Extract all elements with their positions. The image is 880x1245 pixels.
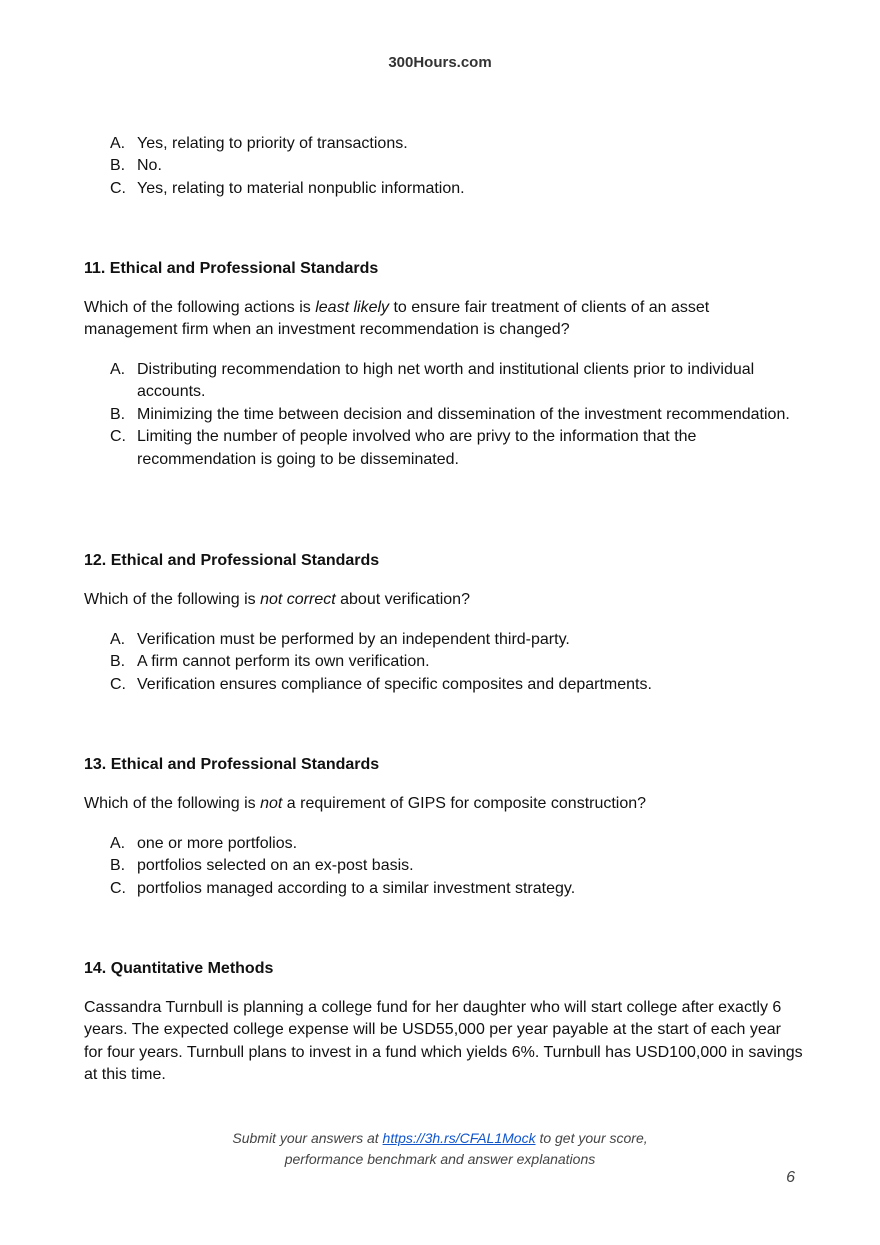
option-text: one or more portfolios. [137, 835, 298, 852]
option-a [110, 359, 810, 404]
option-letter: A. [110, 835, 126, 852]
option-text: Yes, relating to priority of transactions. [137, 135, 408, 152]
footer-text: Submit your answers at [232, 1130, 383, 1146]
stem-text: Which of the following is [84, 591, 261, 608]
option-letter: B. [110, 653, 126, 671]
option-text: No. [137, 157, 162, 175]
page-number: 6 [786, 1169, 795, 1186]
option-letter: A. [110, 631, 126, 648]
footer-text: to get your score, [535, 1130, 648, 1146]
stem-text: Which of the following is [84, 795, 261, 812]
option-text: Limiting the number of people involved who are privy to the information that the recommendation is going to be disseminated. [137, 428, 697, 468]
option-text: Minimizing the time between decision and dissemination of the investment recommendation. [137, 405, 790, 423]
option-b [110, 855, 810, 877]
option-text: Distributing recommendation to high net worth and institutional clients prior to individual accounts. [137, 361, 755, 401]
option-a [110, 629, 810, 651]
question-12-stem [84, 589, 804, 611]
option-letter: B. [110, 405, 126, 423]
option-text: Verification ensures compliance of specific composites and departments. [137, 675, 652, 693]
option-b [110, 155, 810, 177]
option-a [110, 833, 810, 855]
option-text: portfolios selected on an ex-post basis. [137, 857, 414, 875]
option-c [110, 674, 810, 696]
footer [0, 1128, 880, 1169]
stem-text: to ensure fair treatment of clients of an asset management firm when an investment recommendation is changed? [84, 299, 710, 339]
option-text: Yes, relating to material nonpublic information. [137, 179, 465, 197]
option-b [110, 651, 810, 673]
option-c [110, 178, 810, 200]
question-14-stem: Cassandra Turnbull is planning a college fund for her daughter who will start college after exactly 6 years. The expected college expense will be USD55,000 per year payable at the start of each year for four years. Turnbull plans to invest in a fund which yields 6%. Turnbull has USD100,000 in savings at this time. [84, 999, 803, 1084]
question-12-heading: 12. Ethical and Professional Standards [84, 552, 380, 569]
question-11-options [110, 359, 810, 471]
site-header: 300Hours.com [388, 54, 492, 71]
option-letter: C. [110, 428, 126, 446]
footer-line-2: performance benchmark and answer explanations [284, 1150, 596, 1167]
question-11-heading: 11. Ethical and Professional Standards [84, 260, 379, 277]
question-11-stem [84, 297, 804, 342]
option-c [110, 426, 810, 471]
option-text: A firm cannot perform its own verification. [137, 653, 430, 671]
footer-line-1 [0, 1128, 880, 1149]
option-text: Verification must be performed by an independent third-party. [137, 631, 570, 648]
submit-answers-link[interactable]: https://3h.rs/CFAL1Mock [382, 1130, 536, 1146]
option-c [110, 878, 810, 900]
option-b [110, 404, 810, 426]
question-13-heading: 13. Ethical and Professional Standards [84, 756, 380, 773]
option-letter: C. [110, 879, 126, 897]
question-14-heading: 14. Quantitative Methods [84, 960, 274, 977]
option-letter: C. [110, 675, 126, 693]
option-letter: A. [110, 135, 126, 152]
stem-text: a requirement of GIPS for composite construction? [282, 795, 647, 812]
stem-emphasis: not correct [260, 591, 336, 608]
prev-question-options [110, 133, 810, 200]
option-letter: B. [110, 157, 126, 175]
stem-text: Which of the following actions is [84, 299, 316, 316]
option-a [110, 133, 810, 155]
stem-emphasis: least likely [315, 299, 390, 316]
stem-text: about verification? [335, 591, 470, 608]
question-12-options [110, 629, 810, 696]
option-letter: A. [110, 361, 126, 378]
option-text: portfolios managed according to a similar investment strategy. [137, 879, 576, 897]
stem-emphasis: not [260, 795, 283, 812]
option-letter: C. [110, 179, 126, 197]
option-letter: B. [110, 857, 126, 875]
question-13-options [110, 833, 810, 900]
question-13-stem [84, 793, 804, 815]
